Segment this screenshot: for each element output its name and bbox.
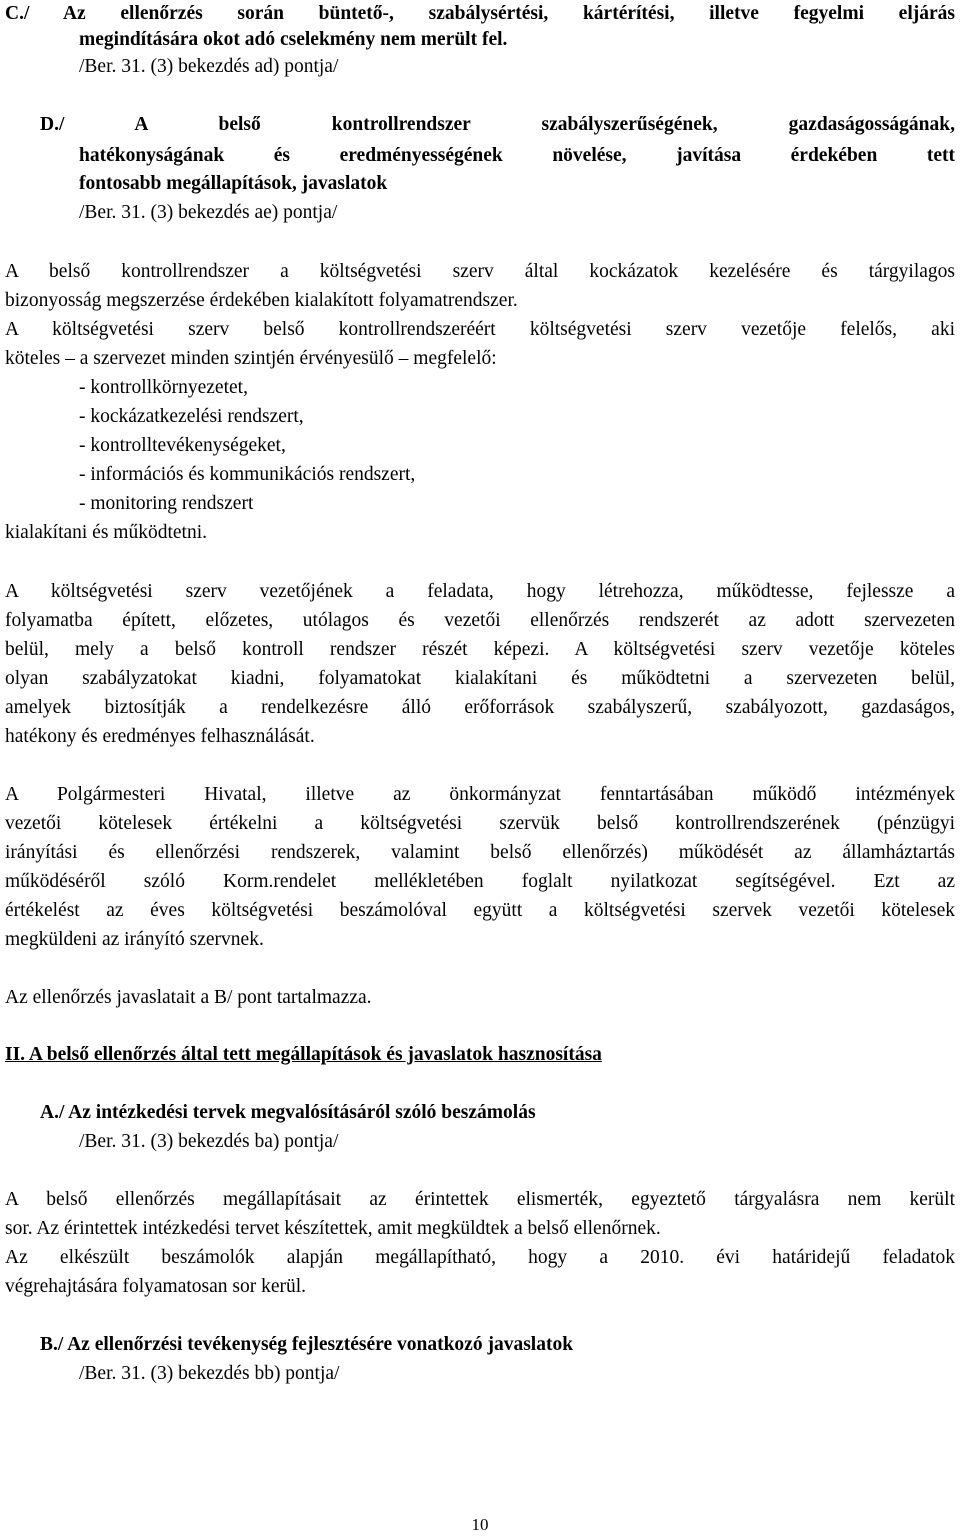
section-d-line-3: fontosabb megállapítások, javaslatok <box>79 173 388 194</box>
list-item: - kockázatkezelési rendszert, <box>79 406 304 427</box>
paragraph-line: belül, mely a belső kontroll rendszer részét képezi. A költségvetési szerv vezetője köteles <box>5 639 955 660</box>
section-c-line-1: C./ Az ellenőrzés során büntető-, szabálysértési, kártérítési, illetve fegyelmi eljárás <box>5 3 955 24</box>
list-item: - kontrollkörnyezetet, <box>79 377 248 398</box>
section-c-reference: /Ber. 31. (3) bekezdés ad) pontja/ <box>79 56 339 77</box>
section-d-line-1: D./ A belső kontrollrendszer szabályszerűségének, gazdaságosságának, <box>40 114 955 135</box>
section-c-line-2: megindítására okot adó cselekmény nem merült fel. <box>79 29 508 50</box>
paragraph-line: olyan szabályzatokat kiadni, folyamatokat kialakítani és működtetni a szervezeten belül, <box>5 668 955 689</box>
list-item: - monitoring rendszert <box>79 493 254 514</box>
section-a-title: A./ Az intézkedési tervek megvalósításáról szóló beszámolás <box>40 1102 536 1123</box>
paragraph-line: Az ellenőrzés javaslatait a B/ pont tartalmazza. <box>5 987 372 1008</box>
paragraph-line: működéséről szóló Korm.rendelet mellékletében foglalt nyilatkozat segítségével. Ezt az <box>5 871 955 892</box>
list-item: - információs és kommunikációs rendszert, <box>79 464 416 485</box>
section-a-reference: /Ber. 31. (3) bekezdés ba) pontja/ <box>79 1131 339 1152</box>
section-b-reference: /Ber. 31. (3) bekezdés bb) pontja/ <box>79 1363 340 1384</box>
list-item: - kontrolltevékenységeket, <box>79 435 286 456</box>
section-b-title: B./ Az ellenőrzési tevékenység fejlesztésére vonatkozó javaslatok <box>40 1334 574 1355</box>
paragraph-line: végrehajtására folyamatosan sor kerül. <box>5 1276 307 1297</box>
paragraph-line: A belső ellenőrzés megállapításait az érintettek elismerték, egyeztető tárgyalásra nem került <box>5 1189 955 1210</box>
paragraph-line: irányítási és ellenőrzési rendszerek, valamint belső ellenőrzés) működését az államháztartás <box>5 842 955 863</box>
paragraph-line: köteles – a szervezet minden szintjén érvényesülő – megfelelő: <box>5 348 497 369</box>
paragraph-line: A költségvetési szerv vezetőjének a feladata, hogy létrehozza, működtesse, fejlessze a <box>5 581 955 602</box>
paragraph-line: A Polgármesteri Hivatal, illetve az önkormányzat fenntartásában működő intézmények <box>5 784 955 805</box>
paragraph-line: folyamatba épített, előzetes, utólagos és vezetői ellenőrzés rendszerét az adott szervezeten <box>5 610 955 631</box>
paragraph-line: A költségvetési szerv belső kontrollrendszeréért költségvetési szerv vezetője felelős, aki <box>5 319 955 340</box>
section-d-line-2: hatékonyságának és eredményességének növelése, javítása érdekében tett <box>79 145 955 166</box>
paragraph-line: Az elkészült beszámolók alapján megállapítható, hogy a 2010. évi határidejű feladatok <box>5 1247 955 1268</box>
section-heading: II. A belső ellenőrzés által tett megállapítások és javaslatok hasznosítása <box>5 1044 602 1065</box>
page-number: 10 <box>471 1515 489 1534</box>
list-conclusion: kialakítani és működtetni. <box>5 522 207 543</box>
paragraph-line: amelyek biztosítják a rendelkezésre álló erőforrások szabályszerű, szabályozott, gazdaságos, <box>5 697 955 718</box>
paragraph-line: sor. Az érintettek intézkedési tervet készítettek, amit megküldtek a belső ellenőrnek. <box>5 1218 661 1239</box>
paragraph-line: bizonyosság megszerzése érdekében kialakított folyamatrendszer. <box>5 290 518 311</box>
paragraph-line: hatékony és eredményes felhasználását. <box>5 726 315 747</box>
paragraph-line: A belső kontrollrendszer a költségvetési szerv által kockázatok kezelésére és tárgyilagos <box>5 261 955 282</box>
paragraph-line: megküldeni az irányító szervnek. <box>5 929 264 950</box>
paragraph-line: értékelést az éves költségvetési beszámolóval együtt a költségvetési szervek vezetői kötelesek <box>5 900 955 921</box>
paragraph-line: vezetői kötelesek értékelni a költségvetési szervük belső kontrollrendszerének (pénzügyi <box>5 813 955 834</box>
section-d-reference: /Ber. 31. (3) bekezdés ae) pontja/ <box>79 202 338 223</box>
